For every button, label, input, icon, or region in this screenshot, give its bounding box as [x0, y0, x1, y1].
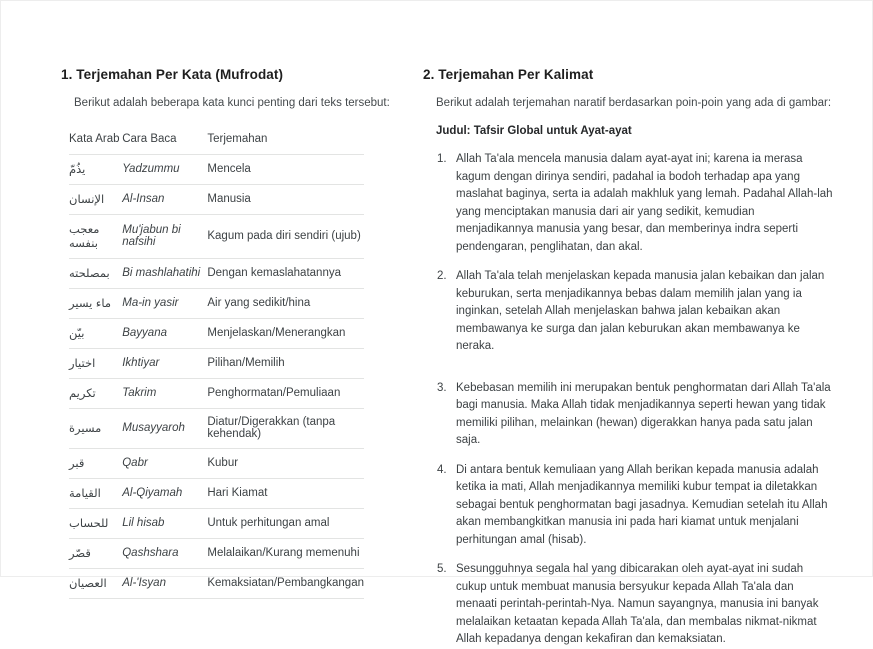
cell-terjemahan: Manusia	[207, 185, 364, 215]
cell-terjemahan: Untuk perhitungan amal	[207, 509, 364, 539]
list-item-text: Sesungguhnya segala hal yang dibicarakan oleh ayat-ayat ini sudah cukup untuk membuat manusia bersyukur kepada Allah Ta'ala dan menaati perintah-perintah-Nya. Namun sayangnya, manusia ini banyak melalaikan ketaatan kepada Allah Ta'ala, dan membalas nikmat-nikmat Allah kepadanya dengan kekafiran dan kemaksiatan.	[456, 563, 819, 645]
cell-kata-arab: معجب بنفسه	[69, 215, 122, 259]
translation-list-item	[423, 268, 835, 356]
cell-cara-baca: Lil hisab	[122, 509, 207, 539]
table-row	[69, 215, 364, 259]
cell-terjemahan: Kagum pada diri sendiri (ujub)	[207, 215, 364, 259]
cell-terjemahan: Dengan kemaslahatannya	[207, 259, 364, 289]
translation-list-item	[423, 380, 835, 450]
section-terjemahan-per-kalimat	[423, 67, 835, 649]
cell-kata-arab: يذُمّ	[69, 155, 122, 185]
table-row	[69, 479, 364, 509]
mufrodat-table	[69, 126, 364, 599]
cell-cara-baca: Bi mashlahatihi	[122, 259, 207, 289]
cell-kata-arab: قبر	[69, 449, 122, 479]
translation-list-item	[423, 151, 835, 256]
cell-kata-arab: بيّن	[69, 319, 122, 349]
cell-kata-arab: مسيرة	[69, 409, 122, 449]
cell-kata-arab: قصّر	[69, 539, 122, 569]
cell-kata-arab: ماء يسير	[69, 289, 122, 319]
cell-kata-arab: للحساب	[69, 509, 122, 539]
cell-kata-arab: القيامة	[69, 479, 122, 509]
section-1-heading: 1. Terjemahan Per Kata (Mufrodat)	[61, 67, 284, 82]
table-row	[69, 319, 364, 349]
cell-cara-baca: Al-Qiyamah	[122, 479, 207, 509]
translation-list-item	[423, 561, 835, 649]
cell-cara-baca: Qabr	[122, 449, 207, 479]
table-row	[69, 449, 364, 479]
list-item-number: 3.	[437, 381, 447, 394]
table-header-row	[69, 126, 364, 155]
judul-label: Judul: Tafsir Global untuk Ayat-ayat	[436, 125, 632, 137]
translation-list-item	[423, 462, 835, 550]
cell-cara-baca: Mu'jabun bi nafsihi	[122, 215, 207, 259]
section-2-heading: 2. Terjemahan Per Kalimat	[423, 67, 594, 82]
cell-cara-baca: Ikhtiyar	[122, 349, 207, 379]
cell-terjemahan: Mencela	[207, 155, 364, 185]
table-row	[69, 379, 364, 409]
table-row	[69, 289, 364, 319]
cell-cara-baca: Musayyaroh	[122, 409, 207, 449]
cell-cara-baca: Al-'Isyan	[122, 569, 207, 599]
list-item-text: Allah Ta'ala telah menjelaskan kepada manusia jalan kebaikan dan jalan keburukan, serta menjadikannya bebas dalam memilih jalan yang ia inginkan, setelah Allah menjelaskan bahwa jalan kebaikan akan membawanya ke surga dan jalan keburukan akan membawanya ke neraka.	[456, 270, 825, 352]
cell-cara-baca: Bayyana	[122, 319, 207, 349]
table-row	[69, 539, 364, 569]
cell-kata-arab: العصيان	[69, 569, 122, 599]
cell-terjemahan: Diatur/Digerakkan (tanpa kehendak)	[207, 409, 364, 449]
list-item-number: 1.	[437, 153, 447, 165]
cell-cara-baca: Qashshara	[122, 539, 207, 569]
table-row	[69, 185, 364, 215]
cell-terjemahan: Kubur	[207, 449, 364, 479]
list-item-text: Kebebasan memilih ini merupakan bentuk penghormatan dari Allah Ta'ala bagi manusia. Maka Allah tidak menjadikannya seperti hewan yang tidak memiliki pilihan, melainkan (hewan) digerakkan hanya pada satu jalan saja.	[456, 381, 831, 446]
cell-cara-baca: Yadzummu	[122, 155, 207, 185]
cell-terjemahan: Air yang sedikit/hina	[207, 289, 364, 319]
table-row	[69, 509, 364, 539]
list-item-number: 4.	[437, 463, 447, 476]
cell-terjemahan: Melalaikan/Kurang memenuhi	[207, 539, 364, 569]
cell-cara-baca: Ma-in yasir	[122, 289, 207, 319]
list-item-number: 2.	[437, 270, 447, 282]
table-row	[69, 349, 364, 379]
cell-cara-baca: Takrim	[122, 379, 207, 409]
column-header-terjemahan: Terjemahan	[207, 126, 364, 155]
cell-kata-arab: بمصلحته	[69, 259, 122, 289]
table-row	[69, 569, 364, 599]
section-terjemahan-per-kata	[61, 67, 409, 599]
cell-kata-arab: الإنسان	[69, 185, 122, 215]
section-2-subtitle: Berikut adalah terjemahan naratif berdasarkan poin-poin yang ada di gambar:	[436, 97, 832, 109]
table-row	[69, 155, 364, 185]
cell-terjemahan: Menjelaskan/Menerangkan	[207, 319, 364, 349]
cell-kata-arab: تكريم	[69, 379, 122, 409]
cell-kata-arab: اختيار	[69, 349, 122, 379]
section-1-subtitle: Berikut adalah beberapa kata kunci penting dari teks tersebut:	[74, 97, 390, 109]
cell-terjemahan: Penghormatan/Pemuliaan	[207, 379, 364, 409]
cell-cara-baca: Al-Insan	[122, 185, 207, 215]
table-row	[69, 259, 364, 289]
cell-terjemahan: Kemaksiatan/Pembangkangan	[207, 569, 364, 599]
cell-terjemahan: Hari Kiamat	[207, 479, 364, 509]
list-item-text: Di antara bentuk kemuliaan yang Allah berikan kepada manusia adalah ketika ia mati, Allah menjadikannya memiliki kubur tempat ia diletakkan sebagai bentuk penghormatan bagi jasadnya. Kemudian setelah itu Allah akan membangkitkan manusia ini pada hari kiamat untuk menjalani perhitungan amal (hisab).	[456, 463, 828, 546]
column-header-kata-arab: Kata Arab	[69, 126, 122, 155]
translation-list	[423, 151, 835, 649]
cell-terjemahan: Pilihan/Memilih	[207, 349, 364, 379]
list-item-number: 5.	[437, 563, 447, 575]
list-item-text: Allah Ta'ala mencela manusia dalam ayat-ayat ini; karena ia merasa kagum dengan dirinya sendiri, padahal ia bodoh terhadap apa yang maslahat baginya, serta ia adalah makhluk yang lemah. Padahal Allah-lah yang menciptakan manusia dari air yang sedikit, kemudian menjadikannya manusia yang besar, dan memberinya indra seperti pendengaran, penglihatan, dan akal.	[456, 153, 833, 253]
column-header-cara-baca: Cara Baca	[122, 126, 207, 155]
table-row	[69, 409, 364, 449]
